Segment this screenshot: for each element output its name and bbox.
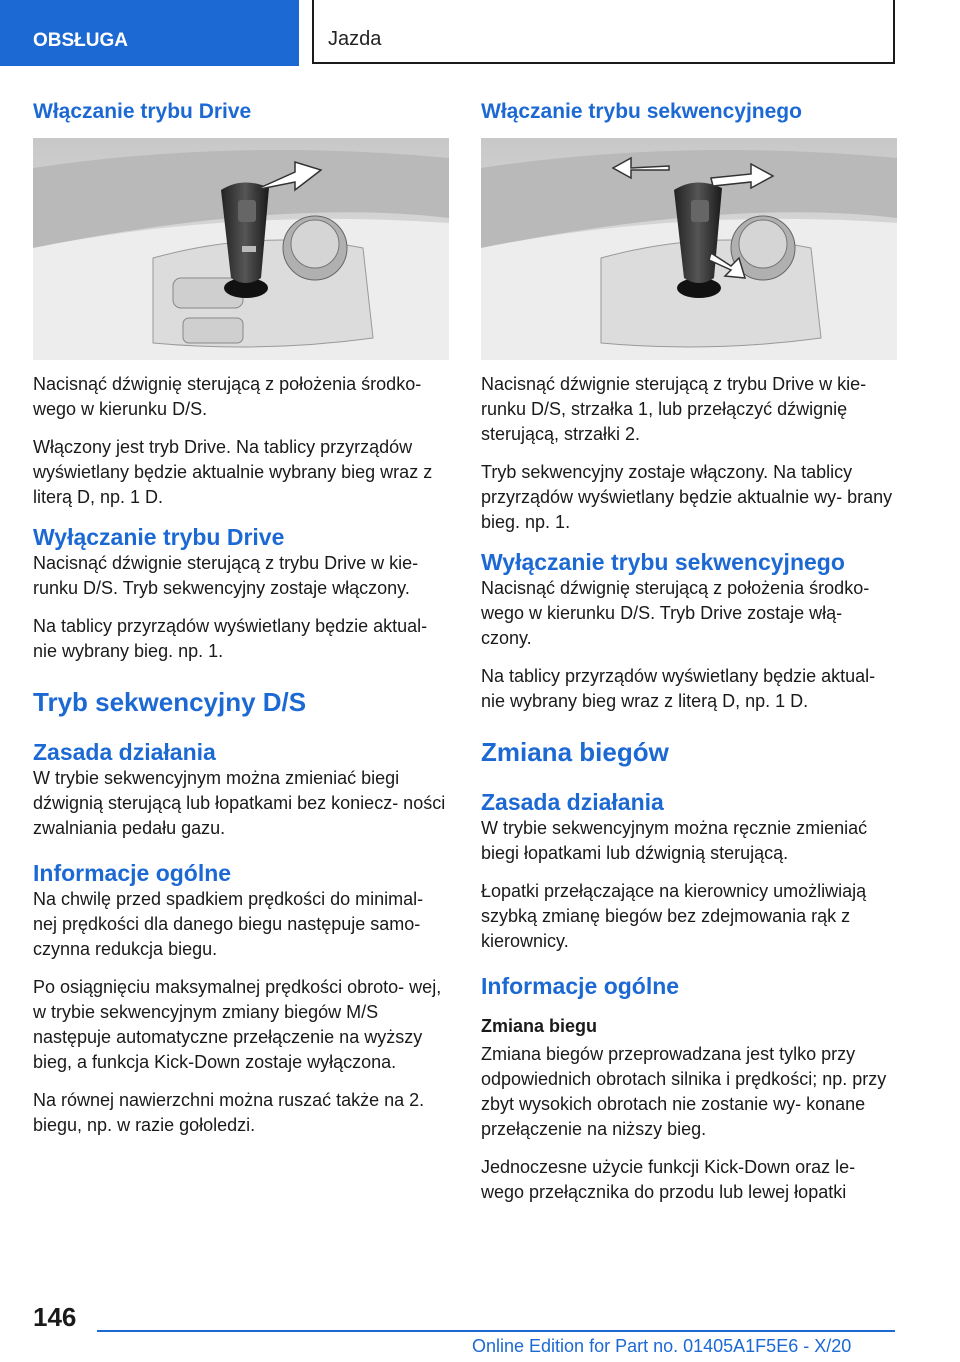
sequential-mode-heading: Tryb sekwencyjny D/S <box>33 687 307 717</box>
paragraph: Po osiągnięciu maksymalnej prędkości obroto- wej, w trybie sekwencyjnym zmiany biegów M/S następuje automatyczne przełączenie na wyższy bieg, a funkcja Kick-Down zostaje wyłączona. <box>33 977 442 1072</box>
sequential-mode-image-title: Włączanie trybu sekwencyjnego <box>481 100 802 123</box>
gear-selector-sequential-illustration <box>481 138 897 360</box>
general-info-heading: Informacje ogólne <box>33 860 232 886</box>
paragraph: W trybie sekwencyjnym można ręcznie zmieniać biegi łopatkami lub dźwignią sterującą. <box>481 818 868 863</box>
chapter-title: Jazda <box>328 28 382 50</box>
paragraph: Nacisnąć dźwignię sterującą z położenia środko- wego w kierunku D/S. Tryb Drive zostaje włą- czony. <box>481 578 870 648</box>
section-title: OBSŁUGA <box>33 30 128 51</box>
drive-mode-image-title: Włączanie trybu Drive <box>33 100 252 123</box>
general-info-heading: Informacje ogólne <box>481 973 680 999</box>
paragraph: Zmiana biegów przeprowadzana jest tylko przy odpowiednich obrotach silnika i prędkości; np. przy zbyt wysokich obrotach nie zostanie wy- konane przełączenie na niższy bieg. <box>481 1044 887 1139</box>
paragraph: Na tablicy przyrządów wyświetlany będzie aktual- nie wybrany bieg. np. 1. <box>33 616 428 661</box>
edition-note: Online Edition for Part no. 01405A1F5E6 - X/20 <box>472 1336 852 1356</box>
left-column <box>33 100 449 1151</box>
disable-sequential-heading: Wyłączanie trybu sekwencyjnego <box>481 549 845 575</box>
paragraph: Nacisnąć dźwignię sterującą z położenia środko- wego w kierunku D/S. <box>33 374 422 419</box>
gear-change-heading: Zmiana biegów <box>481 737 669 767</box>
paragraph: Nacisnąć dźwignie sterującą z trybu Drive w kie- runku D/S, strzałka 1, lub przełączyć dźwignię sterującą, strzałki 2. <box>481 374 867 444</box>
paragraph: Na chwilę przed spadkiem prędkości do minimal- nej prędkości dla danego biegu następuje samo- czynna redukcja biegu. <box>33 889 424 959</box>
paragraph: Łopatki przełączające na kierownicy umożliwiają szybką zmianę biegów bez zdejmowania rąk z kierownicy. <box>481 881 867 951</box>
paragraph: Włączony jest tryb Drive. Na tablicy przyrządów wyświetlany będzie aktualnie wybrany bieg wraz z literą D, np. 1 D. <box>33 437 433 507</box>
gear-selector-drive-illustration <box>33 138 449 360</box>
page-number: 146 <box>33 1302 77 1332</box>
gear-change-subheading: Zmiana biegu <box>481 1016 598 1036</box>
paragraph: W trybie sekwencyjnym można zmieniać biegi dźwignią sterującą lub łopatkami bez koniecz- ności zwalniania pedału gazu. <box>33 768 446 838</box>
paragraph: Na równej nawierzchni można ruszać także na 2. biegu, np. w razie gołoledzi. <box>33 1090 425 1135</box>
paragraph: Na tablicy przyrządów wyświetlany będzie aktual- nie wybrany bieg wraz z literą D, np. 1 D. <box>481 666 876 711</box>
principle-heading: Zasada działania <box>33 739 216 765</box>
paragraph: Tryb sekwencyjny zostaje włączony. Na tablicy przyrządów wyświetlany będzie aktualnie wy- brany bieg. np. 1. <box>481 462 893 532</box>
footer-divider <box>97 1330 895 1332</box>
right-column <box>481 100 897 1218</box>
disable-drive-heading: Wyłączanie trybu Drive <box>33 524 285 550</box>
paragraph: Nacisnąć dźwignie sterującą z trybu Drive w kie- runku D/S. Tryb sekwencyjny zostaje włączony. <box>33 553 419 598</box>
section-tab <box>0 0 299 66</box>
paragraph: Jednoczesne użycie funkcji Kick-Down oraz le- wego przełącznika do przodu lub lewej łopatki <box>481 1157 856 1202</box>
chapter-header <box>312 0 895 64</box>
principle-heading: Zasada działania <box>481 789 664 815</box>
